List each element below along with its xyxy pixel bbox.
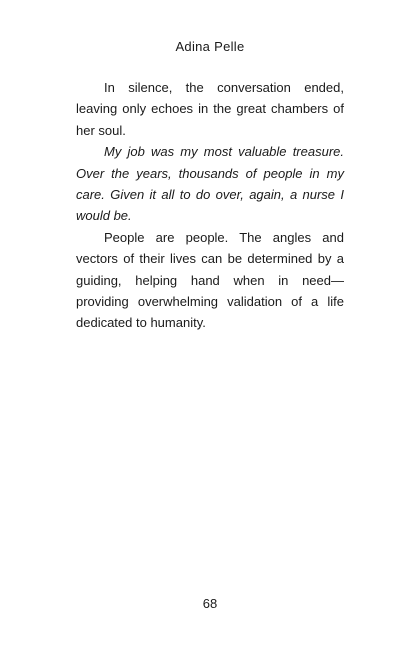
body-text [76,77,344,334]
paragraph-2-italic-quote: My job was my most valuable treasure. Over the years, thousands of people in my care. Given it all to do over, again, a nurse I would be. [76,144,344,224]
paragraph-1: In silence, the conversation ended, leaving only echoes in the great chambers of her soul. [76,80,344,138]
paragraph-3: People are people. The angles and vectors of their lives can be determined by a guiding, helping hand when in need—providing overwhelming validation of a life dedicated to humanity. [76,229,344,331]
running-header-author: Adina Pelle [175,39,245,54]
page-number: 68 [202,596,218,611]
